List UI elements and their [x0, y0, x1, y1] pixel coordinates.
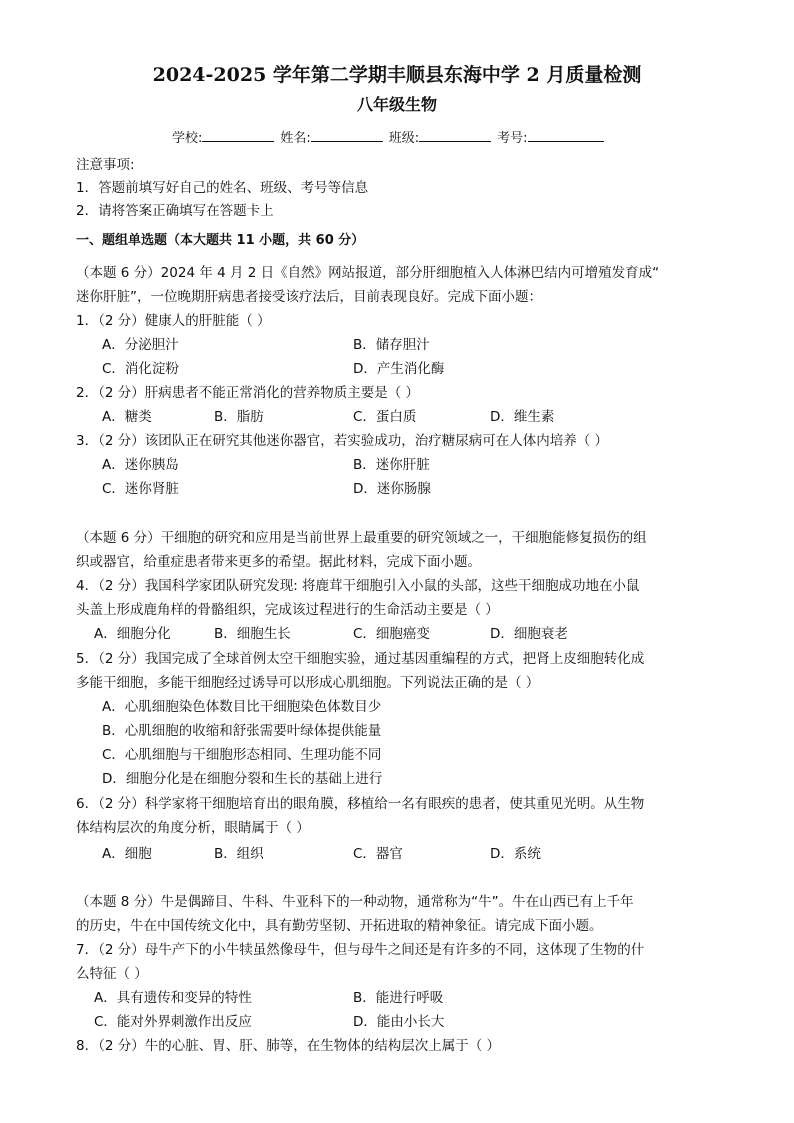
question-stem: 头盖上形成鹿角样的骨骼组织，完成该过程进行的生命活动主要是（ ） — [76, 602, 499, 618]
group-intro-line: 的历史，牛在中国传统文化中，具有勤劳坚韧、开拓进取的精神象征。请完成下面小题。 — [76, 918, 603, 934]
exam-number-label: 考号: — [497, 131, 528, 146]
name-blank — [311, 129, 383, 142]
option-c: C．迷你肾脏 — [102, 481, 179, 497]
option-c: C．消化淀粉 — [102, 361, 179, 377]
section-heading: 一、题组单选题（本大题共 11 小题，共 60 分） — [76, 233, 365, 248]
question-stem: 多能干细胞，多能干细胞经过诱导可以形成心肌细胞。下列说法正确的是（ ） — [76, 675, 540, 691]
option-b: B．储存胆汁 — [353, 337, 430, 353]
question-stem: 么特征（ ） — [76, 966, 148, 982]
question-stem: 7．（2 分）母牛产下的小牛犊虽然像母牛，但与母牛之间还是有许多的不同，这体现了生物的什 — [76, 942, 645, 958]
option-b: B．迷你肝脏 — [353, 457, 430, 473]
option-d: D．细胞分化是在细胞分裂和生长的基础上进行 — [102, 771, 383, 787]
option-a: A．细胞 — [102, 846, 152, 862]
question-stem: 6．（2 分）科学家将干细胞培育出的眼角膜，移植给一名有眼疾的患者，使其重见光明。从生物 — [76, 796, 645, 812]
group-intro-line: 织或器官，给重症患者带来更多的希望。据此材料，完成下面小题。 — [76, 554, 481, 570]
note-item: 1．答题前填写好自己的姓名、班级、考号等信息 — [76, 180, 369, 196]
question-stem: 1．（2 分）健康人的肝脏能（ ） — [76, 313, 271, 329]
option-c: C．蛋白质 — [353, 409, 417, 425]
exam-title: 2024-2025 学年第二学期丰顺县东海中学 2 月质量检测 — [152, 64, 642, 86]
exam-subtitle: 八年级生物 — [356, 95, 437, 114]
option-b: B．能进行呼吸 — [353, 990, 444, 1006]
option-a: A．糖类 — [102, 409, 152, 425]
note-item: 2．请将答案正确填写在答题卡上 — [76, 203, 274, 219]
name-label: 姓名: — [280, 131, 311, 146]
option-b: B．脂肪 — [214, 409, 264, 425]
class-blank — [419, 129, 491, 142]
option-a: A．分泌胆汁 — [102, 337, 179, 353]
school-blank — [202, 129, 274, 142]
question-stem: 3．（2 分）该团队正在研究其他迷你器官，若实验成功，治疗糖尿病可在人体内培养（ ） — [76, 433, 609, 449]
option-d: D．能由小长大 — [353, 1014, 445, 1030]
group-intro-line: 迷你肝脏”，一位晚期肝病患者接受该疗法后，目前表现良好。完成下面小题： — [76, 289, 542, 305]
question-stem: 体结构层次的角度分析，眼睛属于（ ） — [76, 820, 310, 836]
option-d: D．迷你肠腺 — [353, 481, 431, 497]
class-label: 班级: — [388, 131, 420, 146]
option-d: D．系统 — [490, 846, 541, 862]
question-stem: 8．（2 分）牛的心脏、胃、肝、肺等，在生物体的结构层次上属于（ ） — [76, 1038, 501, 1054]
option-b: B．组织 — [214, 846, 264, 862]
group-intro-line: （本题 6 分）2024 年 4 月 2 日《自然》网站报道，部分肝细胞植入人体淋巴结内可增殖发育成“ — [76, 265, 660, 281]
option-b: B．细胞生长 — [214, 626, 291, 642]
option-a: A．具有遗传和变异的特性 — [94, 990, 252, 1006]
option-c: C．器官 — [353, 846, 403, 862]
option-a: A．迷你胰岛 — [102, 457, 179, 473]
group-intro-line: （本题 6 分）干细胞的研究和应用是当前世界上最重要的研究领域之一，干细胞能修复损伤的组 — [76, 530, 647, 546]
option-c: C．能对外界刺激作出反应 — [94, 1014, 252, 1030]
option-d: D．细胞衰老 — [490, 626, 568, 642]
option-a: A．细胞分化 — [94, 626, 171, 642]
group-intro-line: （本题 8 分）牛是偶蹄目、牛科、牛亚科下的一种动物，通常称为“牛”。牛在山西已有上千年 — [76, 894, 634, 910]
option-d: D．维生素 — [490, 409, 555, 425]
option-c: C．心肌细胞与干细胞形态相同、生理功能不同 — [102, 747, 382, 763]
option-d: D．产生消化酶 — [353, 361, 445, 377]
question-stem: 5．（2 分）我国完成了全球首例太空干细胞实验，通过基因重编程的方式，把肾上皮细胞转化成 — [76, 651, 645, 667]
option-a: A．心肌细胞染色体数目比干细胞染色体数目少 — [102, 699, 382, 715]
exam-number-blank — [528, 129, 604, 142]
question-stem: 4．（2 分）我国科学家团队研究发现: 将鹿茸干细胞引入小鼠的头部，这些干细胞成功地在小鼠 — [76, 578, 640, 594]
notes-heading: 注意事项: — [76, 157, 135, 173]
student-info-row — [172, 127, 604, 146]
option-c: C．细胞癌变 — [353, 626, 430, 642]
option-b: B．心肌细胞的收缩和舒张需要叶绿体提供能量 — [102, 723, 382, 739]
question-stem: 2．（2 分）肝病患者不能正常消化的营养物质主要是（ ） — [76, 385, 420, 401]
school-label: 学校: — [172, 131, 203, 146]
